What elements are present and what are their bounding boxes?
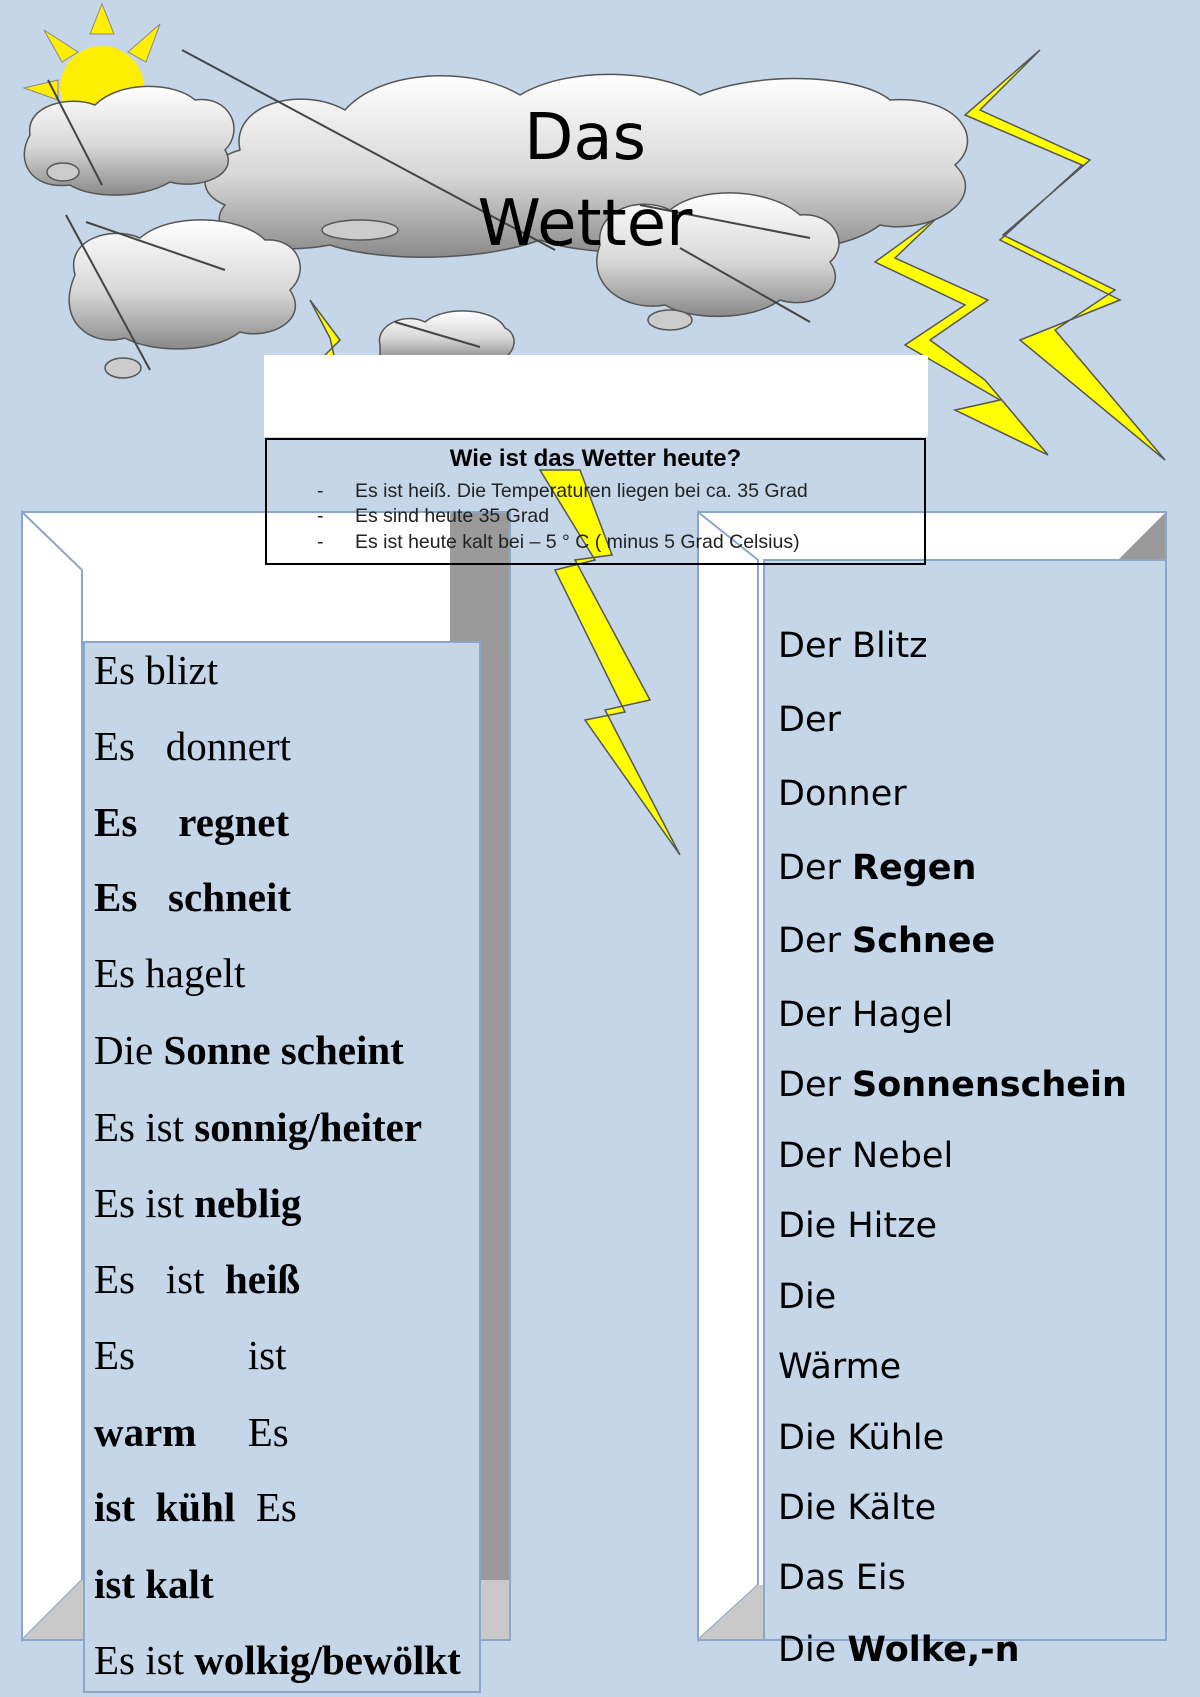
- question-header-bar: [264, 355, 928, 437]
- verb-list: [86, 642, 480, 1692]
- list-item: warm Es: [94, 1409, 289, 1455]
- example-line: - Es ist heute kalt bei – 5 ° C ( minus 5 Grad Celsius): [317, 531, 800, 553]
- list-item: Die Wolke,-n: [778, 1630, 1020, 1670]
- list-item: Wärme: [778, 1347, 902, 1387]
- list-item: Die: [778, 1277, 837, 1317]
- list-item: Der: [778, 700, 841, 740]
- example-line: - Es sind heute 35 Grad: [317, 505, 550, 527]
- list-item: Donner: [778, 774, 907, 814]
- list-item: Die Sonne scheint: [94, 1027, 404, 1073]
- list-item: Der Sonnenschein: [778, 1065, 1127, 1105]
- list-item: Die Hitze: [778, 1206, 938, 1246]
- title-line-2: Wetter: [477, 187, 693, 261]
- list-item: Es hagelt: [94, 950, 246, 996]
- example-line: - Es ist heiß. Die Temperaturen liegen bei ca. 35 Grad: [317, 480, 808, 502]
- list-item: Der Regen: [778, 848, 977, 888]
- list-item: Es ist sonnig/heiter: [94, 1104, 423, 1150]
- list-item: Es ist wolkig/bewölkt: [94, 1637, 461, 1683]
- list-item: Es ist: [94, 1332, 287, 1378]
- list-item: ist kalt: [94, 1561, 214, 1607]
- list-item: Der Nebel: [778, 1136, 954, 1176]
- list-item: Die Kälte: [778, 1488, 937, 1528]
- list-item: Der Hagel: [778, 995, 954, 1035]
- question-box: [265, 438, 926, 565]
- list-item: Die Kühle: [778, 1418, 945, 1458]
- list-item: Es donnert: [94, 723, 291, 769]
- list-item: ist kühl Es: [94, 1484, 297, 1530]
- question-title: Wie ist das Wetter heute?: [449, 445, 742, 472]
- list-item: Es schneit: [94, 874, 292, 920]
- title-line-1: Das: [524, 101, 646, 175]
- list-item: Es regnet: [94, 799, 290, 845]
- list-item: Es ist heiß: [94, 1256, 301, 1302]
- list-item: Es blizt: [94, 647, 219, 693]
- list-item: Es ist neblig: [94, 1180, 302, 1226]
- list-item: Der Schnee: [778, 921, 996, 961]
- page-title: [470, 95, 700, 267]
- list-item: Das Eis: [778, 1558, 906, 1598]
- list-item: Der Blitz: [778, 626, 928, 666]
